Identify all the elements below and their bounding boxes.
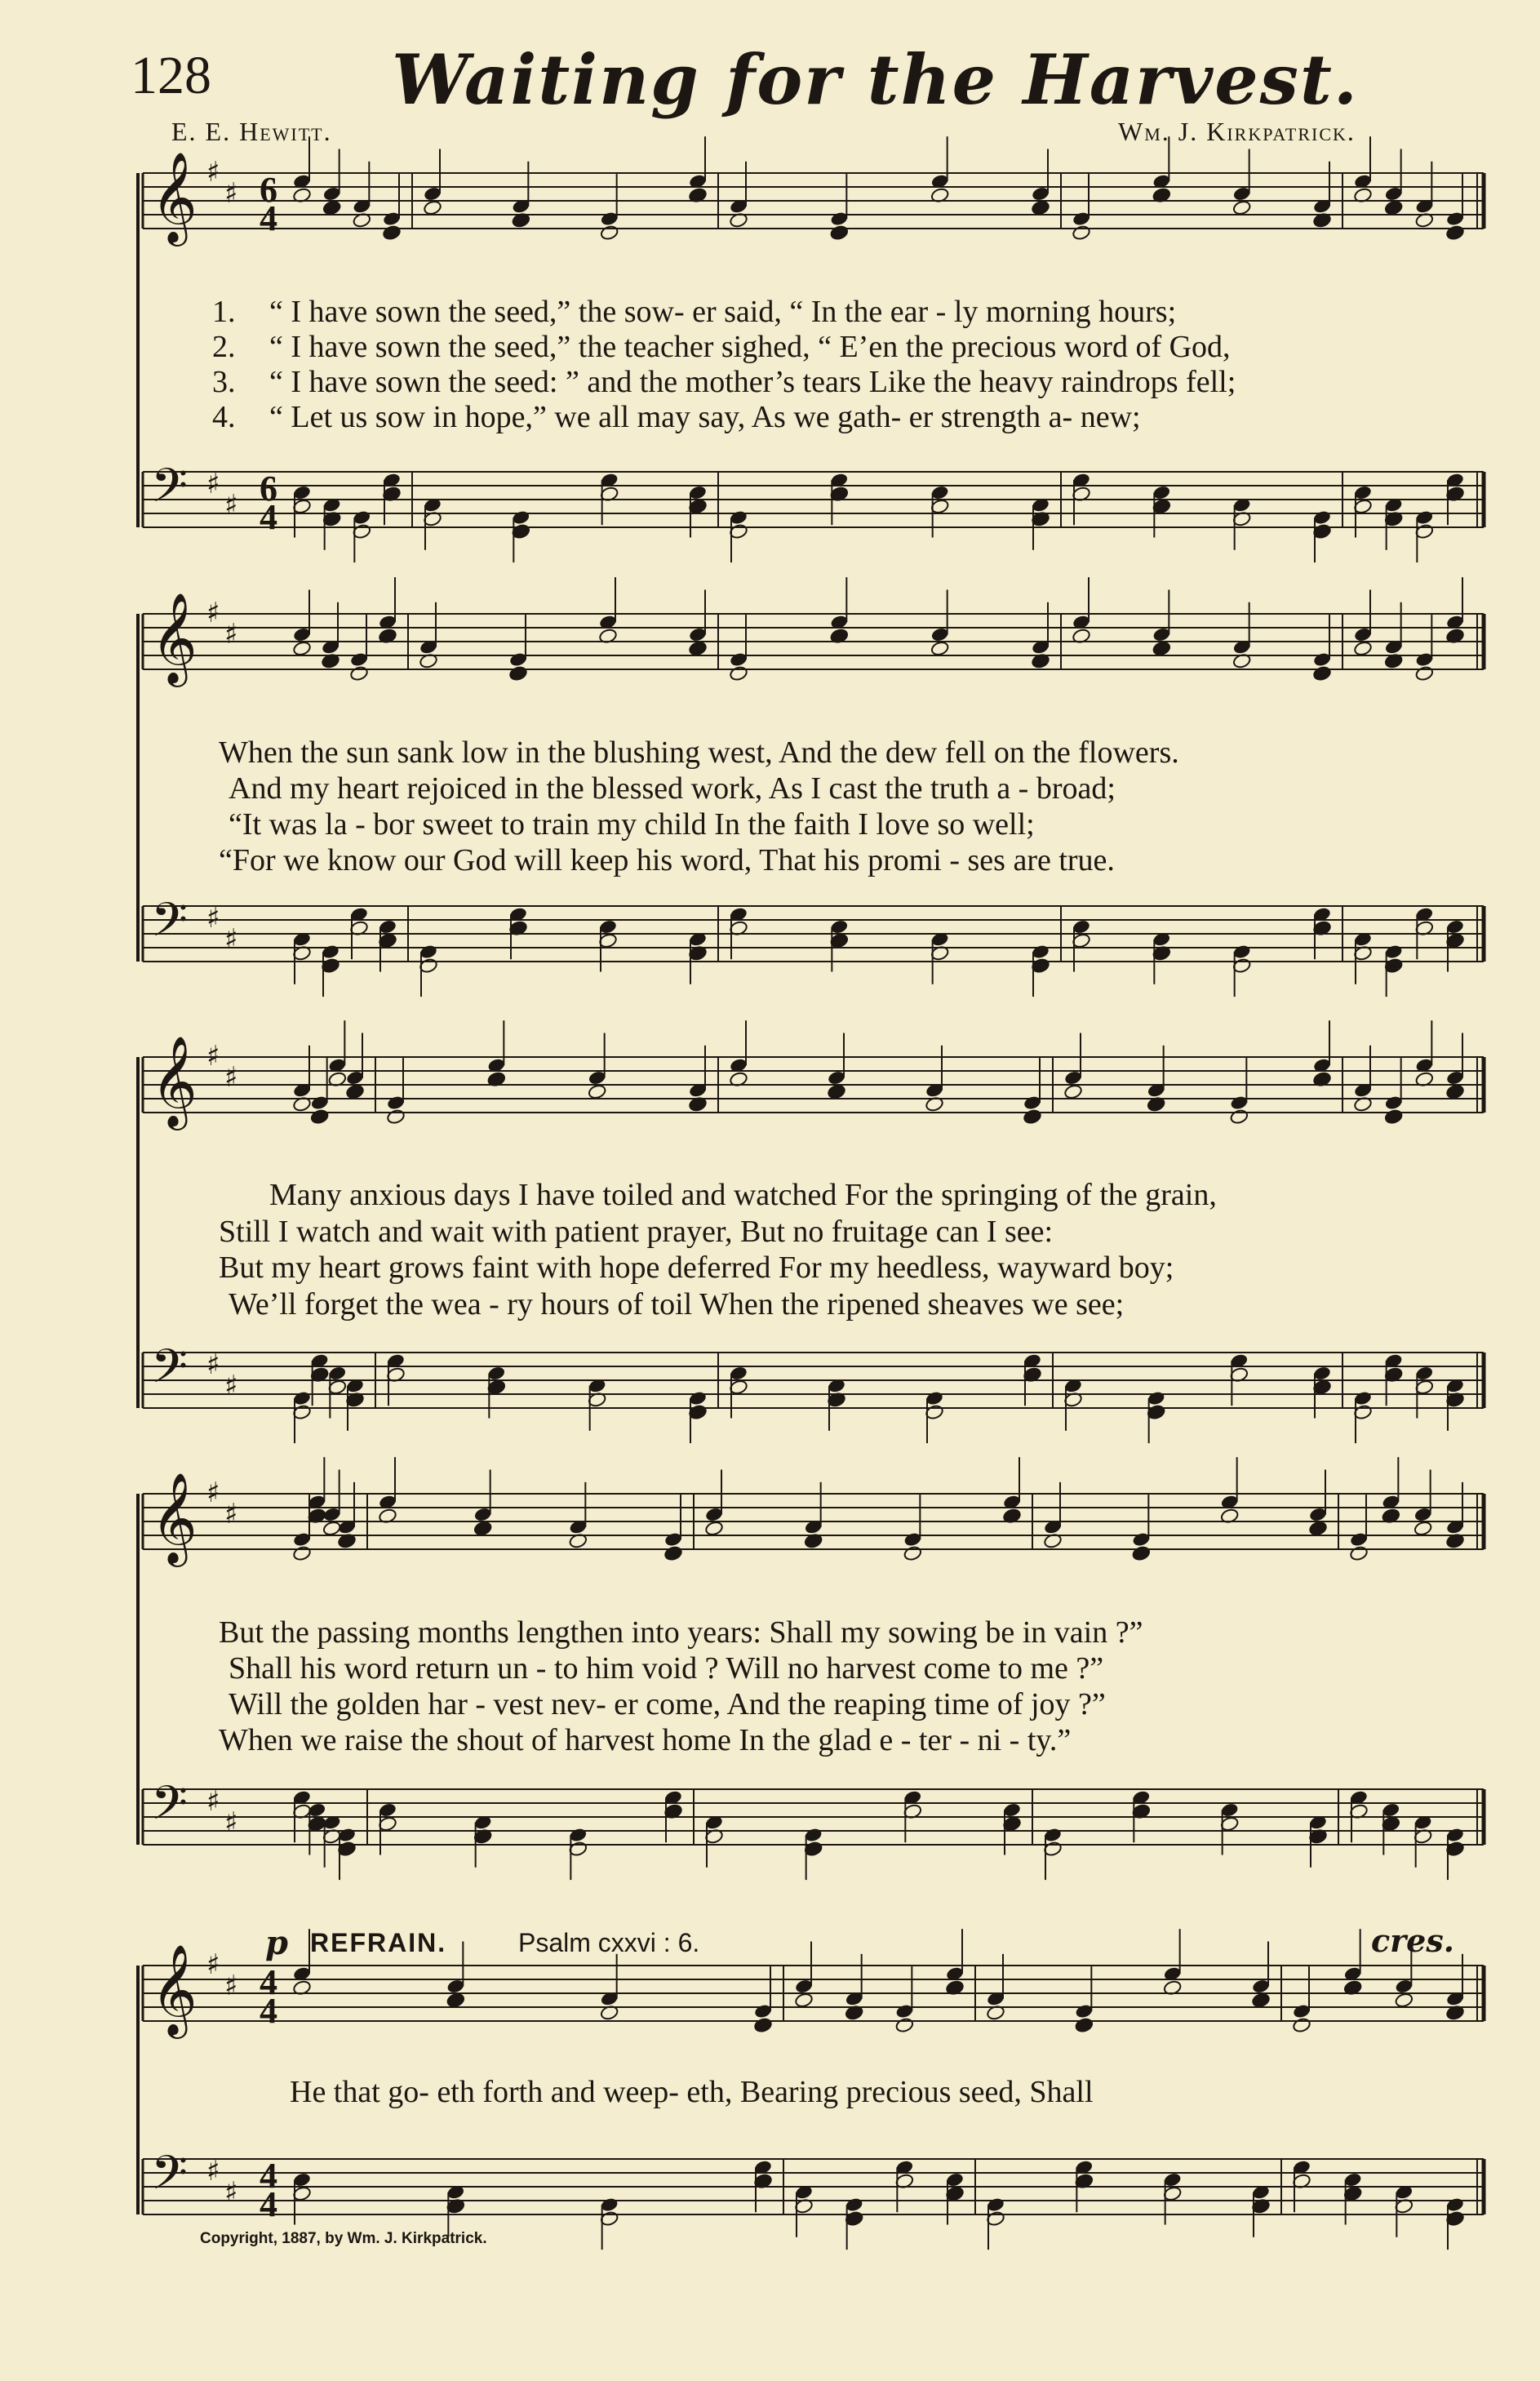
note-head [753,2017,773,2033]
note-head [446,1992,466,2009]
sharp: ♯ [206,1477,220,1509]
note-head [322,1521,342,1537]
note-head [895,2017,915,2033]
note-head [588,1084,607,1100]
note-head [830,224,850,241]
clef: 𝄢 [151,1775,189,1842]
note-head [382,224,402,241]
clef: 𝄢 [151,2145,189,2212]
note-head [473,1521,493,1537]
sharp: ♯ [224,1498,238,1530]
time-signature: 4 [260,2156,277,2196]
note-head [349,665,369,682]
note-head [794,1992,814,2009]
note-head [930,641,950,657]
note-head [704,1521,724,1537]
sharp: ♯ [224,618,238,651]
note-head [1312,665,1332,682]
note-head [1308,1521,1328,1537]
crescendo-mark: cres. [1371,1922,1454,1959]
lyric-text: “ I have sown the seed,” the teacher sighed, “ E’en the precious word of God, [269,330,1231,364]
note-head [1063,1084,1083,1100]
sharp: ♯ [206,2155,220,2188]
verse-number: 1. [212,295,236,329]
time-signature: 6 [260,170,277,210]
note-head [322,200,342,216]
lyric-line: Many anxious days I have toiled and watched For the springing of the grain, [269,1178,1217,1212]
lyric-line [212,294,1485,330]
clef: 𝄞 [151,1943,197,2035]
verse-number: 3. [212,365,236,399]
lyric-line: We’ll forget the wea - ry hours of toil When the ripened sheaves we see; [229,1287,1125,1322]
sharp: ♯ [206,902,220,935]
sharp: ♯ [206,597,220,629]
sharp: ♯ [206,468,220,500]
lyric-line [212,329,1485,365]
sharp: ♯ [224,1970,238,2002]
sharp: ♯ [224,177,238,210]
sharp: ♯ [206,156,220,189]
note-head [1384,200,1404,216]
lyric-line: But my heart grows faint with hope deferred For my heedless, wayward boy; [219,1250,1174,1285]
note-head [292,641,312,657]
lyric-line [212,364,1485,400]
clef: 𝄢 [151,892,189,959]
note-head [345,1084,365,1100]
time-signature: 4 [260,198,277,238]
note-head [600,224,619,241]
note-head [903,1545,923,1561]
note-head [310,1108,330,1125]
note-head [1031,200,1050,216]
lyric-text: “ I have sown the seed,” the sow- er said, “ In the ear - ly morning hours; [269,295,1177,329]
note-head [1395,1992,1414,2009]
sharp: ♯ [224,1061,238,1094]
note-head [508,665,528,682]
note-head [1349,1545,1369,1561]
refrain-label: REFRAIN. [310,1928,447,1957]
note-head [292,1545,312,1561]
note-head [1132,1545,1152,1561]
note-head [1251,1992,1271,2009]
note-head [1353,641,1373,657]
verse-number: 2. [212,330,236,364]
lyric-line: Shall his word return un - to him void ? Will no harvest come to me ?” [229,1651,1104,1686]
sharp: ♯ [224,923,238,956]
lyric-line: But the passing months lengthen into years: Shall my sowing be in vain ?” [219,1615,1143,1650]
time-signature: 4 [260,497,277,537]
time-signature: 4 [260,1962,277,2002]
hymn-author: E. E. Hewitt. [171,117,332,146]
time-signature: 4 [260,1991,277,2031]
lyric-text: “ Let us sow in hope,” we all may say, As we gath- er strength a- new; [269,400,1141,434]
lyric-line: Still I watch and wait with patient prayer, But no fruitage can I see: [219,1215,1054,1249]
lyric-line: When the sun sank low in the blushing west, And the dew fell on the flowers. [219,735,1179,770]
lyric-line: Will the golden har - vest nev- er come, And the reaping time of joy ?” [229,1687,1106,1721]
clef: 𝄞 [151,1035,197,1126]
copyright-notice: Copyright, 1887, by Wm. J. Kirkpatrick. [200,2230,487,2247]
note-head [827,1084,846,1100]
note-head [1415,665,1435,682]
sharp: ♯ [224,2176,238,2209]
note-head [1232,200,1252,216]
clef: 𝄢 [151,458,189,525]
lyric-line: And my heart rejoiced in the blessed work, As I cast the truth a - broad; [229,771,1116,806]
lyric-line: When we raise the shout of harvest home In the glad e - ter - ni - ty.” [219,1723,1072,1757]
clef: 𝄞 [151,592,197,683]
sharp: ♯ [224,1806,238,1839]
note-head [1445,224,1465,241]
refrain-scripture-reference: Psalm cxxvi : 6. [518,1928,700,1957]
note-head [688,641,708,657]
time-signature: 4 [260,2184,277,2224]
note-head [1075,2017,1094,2033]
refrain-lyric: He that go- eth forth and weep- eth, Bearing precious seed, Shall [290,2075,1094,2109]
sharp: ♯ [206,1040,220,1073]
note-head [1152,641,1172,657]
hymn-composer: Wm. J. Kirkpatrick. [1118,117,1356,146]
note-head [1292,2017,1311,2033]
note-head [386,1108,406,1125]
note-head [1230,1108,1249,1125]
lyric-text: “ I have sown the seed: ” and the mother’s tears Like the heavy raindrops fell; [269,365,1236,399]
sharp: ♯ [206,1348,220,1381]
time-signature: 6 [260,469,277,509]
lyric-line [212,399,1485,435]
note-head [729,665,748,682]
page-number: 128 [131,46,211,105]
clef: 𝄞 [151,1472,197,1563]
lyric-line: “It was la - bor sweet to train my child In the faith I love so well; [229,807,1035,842]
clef: 𝄞 [151,151,197,242]
sharp: ♯ [206,1948,220,1981]
clef: 𝄢 [151,1339,189,1406]
note-head [1414,1521,1433,1537]
sharp: ♯ [224,1370,238,1402]
hymn-title: Waiting for the Harvest. [392,39,1359,120]
note-head [1072,224,1091,241]
note-head [663,1545,683,1561]
note-head [1023,1108,1042,1125]
verse-number: 4. [212,400,236,434]
sharp: ♯ [206,1785,220,1818]
note-head [1445,1084,1465,1100]
refrain-dynamic: p [265,1924,288,1962]
note-head [1384,1108,1404,1125]
sharp: ♯ [224,489,238,522]
note-head [423,200,442,216]
lyric-line: “For we know our God will keep his word, That his promi - ses are true. [219,843,1115,877]
